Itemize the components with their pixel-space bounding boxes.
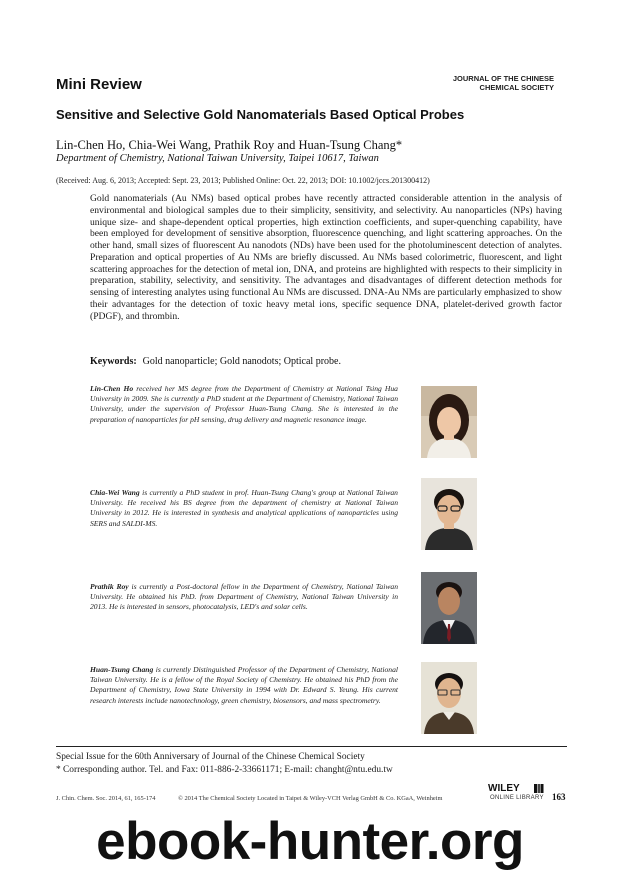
author-bio bbox=[90, 582, 398, 613]
footer-rule bbox=[56, 746, 567, 747]
bio-author-name: Lin-Chen Ho bbox=[90, 384, 134, 393]
keywords-label: Keywords: bbox=[90, 356, 137, 367]
journal-name-line2: CHEMICAL SOCIETY bbox=[479, 83, 554, 92]
book-stack-icon bbox=[534, 784, 544, 793]
bio-text: is currently Distinguished Professor of the Department of Chemistry, National Taiwan University. He is a fellow of the Royal Society of Chemistry. He obtained his PhD from the Department of Chemistry, Iowa State University in 1994 with Dr. Edward S. Yeung. His current research interests include nanotechnology, green chemistry, biosensors, and mass spectrometry. bbox=[90, 665, 398, 705]
bio-text: is currently a Post-doctoral fellow in the Department of Chemistry, National Taiwan University. He obtained his PhD. from Department of Chemistry, National Taiwan University in 2013. He is interested in sensors, photocatalysis, LED's and solar cells. bbox=[90, 582, 398, 612]
wiley-online-library-logo bbox=[488, 783, 546, 803]
keywords-list: Gold nanoparticle; Gold nanodots; Optical probe. bbox=[142, 356, 341, 367]
bio-author-name: Prathik Roy bbox=[90, 582, 129, 591]
author-bio bbox=[90, 665, 398, 706]
copyright-notice: © 2014 The Chemical Society Located in Taipei & Wiley-VCH Verlag GmbH & Co. KGaA, Weinheim bbox=[178, 795, 443, 802]
page-number: 163 bbox=[552, 792, 566, 802]
affiliation: Department of Chemistry, National Taiwan University, Taipei 10617, Taiwan bbox=[56, 153, 379, 164]
article-title: Sensitive and Selective Gold Nanomaterials Based Optical Probes bbox=[56, 107, 465, 122]
author-photo bbox=[421, 572, 477, 644]
journal-citation: J. Chin. Chem. Soc. 2014, 61, 165-174 bbox=[56, 795, 156, 802]
journal-name bbox=[414, 74, 554, 92]
journal-name-line1: JOURNAL OF THE CHINESE bbox=[452, 74, 554, 83]
abstract: Gold nanomaterials (Au NMs) based optical probes have recently attracted considerable attention in the analysis of environmental and biological samples due to their simplicity, sensitivity, and selectivity. Au nanoparticles (NPs) having unique size- and shape-dependent optical properties, high extinction coefficients, and super-quenching capability, have been employed for development of sensitive absorption, fluorescence quenching, and light scattering approaches. On the other hand, small sizes of fluorescent Au nanodots (NDs) have been used for the photoluminescent detection of analytes. Preparation and optical properties of Au NMs are briefly discussed. Au NMs based colorimetric, fluorescent, and light scattering approaches for the detection of metal ion, DNA, and proteins are highlighted with respects to their simplicity in preparation, stability, selectivity, and sensitivity. The advantages and disadvantages of different detection methods for sensing of interesting analytes using functional Au NMs are discussed. DNA-Au NMs are particularly emphasized to show their advantages for the detection of toxic heavy metal ions, specific sequence DNA, platelet-derived growth factor (PDGF), and thrombin. bbox=[90, 193, 562, 322]
logo-wordmark: WILEY bbox=[488, 783, 520, 794]
publication-dates: (Received: Aug. 6, 2013; Accepted: Sept. 23, 2013; Published Online: Oct. 22, 2013; DOI: 10.1002/jccs.201300412) bbox=[56, 176, 430, 185]
author-bio bbox=[90, 488, 398, 529]
author-photo bbox=[421, 386, 477, 458]
author-bio bbox=[90, 384, 398, 425]
logo-subtitle: ONLINE LIBRARY bbox=[490, 795, 544, 801]
bio-text: received her MS degree from the Department of Chemistry at National Tsing Hua University in 2009. She is currently a PhD student at the Department of Chemistry, National Taiwan University, under the supervision of Professor Huan-Tsung Chang. She is interested in the preparation of nanoparticles for pH sensing, drug delivery and magnetic resonance image. bbox=[90, 384, 398, 424]
keywords bbox=[90, 356, 341, 367]
bio-text: is currently a PhD student in prof. Huan-Tsung Chang's group at National Taiwan University. He received his BS degree from the department of chemistry at National Taiwan University in 2012. He is interested in synthesis and analytical applications of nanoparticles using SERS and SALDI-MS. bbox=[90, 488, 398, 528]
watermark: ebook-hunter.org bbox=[96, 812, 524, 871]
author-photo bbox=[421, 662, 477, 734]
author-list: Lin-Chen Ho, Chia-Wei Wang, Prathik Roy and Huan-Tsung Chang* bbox=[56, 138, 403, 152]
bio-author-name: Huan-Tsung Chang bbox=[90, 665, 154, 674]
special-issue-note: Special Issue for the 60th Anniversary of Journal of the Chinese Chemical Society bbox=[56, 752, 365, 762]
corresponding-author-note: * Corresponding author. Tel. and Fax: 011-886-2-33661171; E-mail: changht@ntu.edu.tw bbox=[56, 765, 393, 775]
author-photo bbox=[421, 478, 477, 550]
bio-author-name: Chia-Wei Wang bbox=[90, 488, 140, 497]
section-label: Mini Review bbox=[56, 76, 142, 93]
